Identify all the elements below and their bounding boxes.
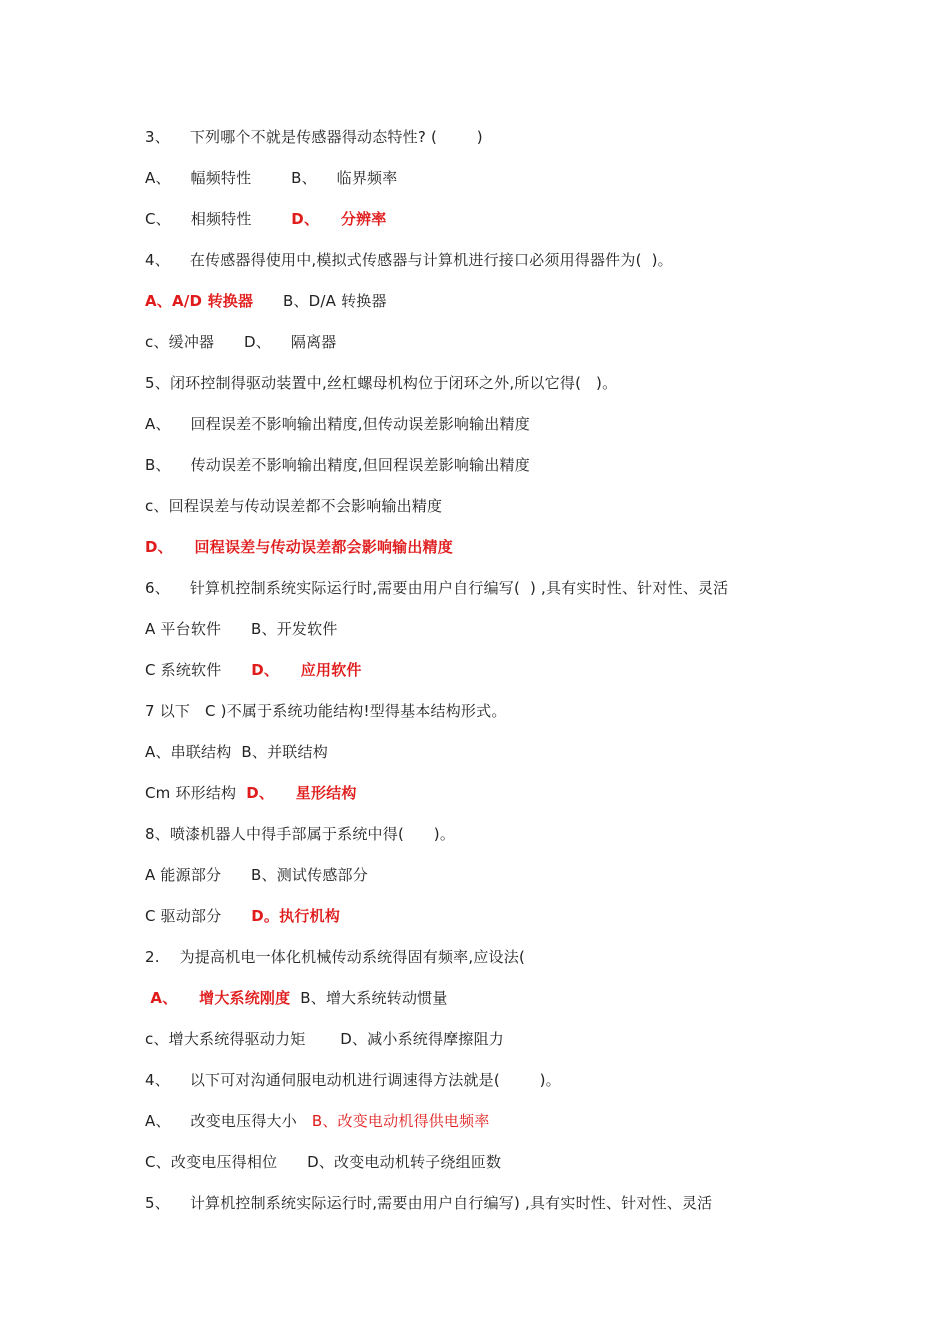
options-ab-text: A 能源部分 B、测试传感部分 xyxy=(145,866,368,884)
question-4b-text xyxy=(145,1068,561,1092)
question-5b-stem: 5、 计算机控制系统实际运行时,需要由用户自行编写) ,具有实时性、针对性、灵活 xyxy=(145,1194,713,1212)
question-2-stem: 2. 为提高机电一体化机械传动系统得固有频率,应设法( xyxy=(145,948,526,966)
question-2-text xyxy=(145,945,525,969)
question-6-stem: 6、 针算机控制系统实际运行时,需要由用户自行编写( ) ,具有实时性、针对性、灵活 xyxy=(145,579,729,597)
option-c-text: C 驱动部分 xyxy=(145,907,252,925)
question-8-stem: 8、喷漆机器人中得手部属于系统中得( )。 xyxy=(145,825,456,843)
question-4b-options-ab xyxy=(145,1109,490,1133)
question-5b-text xyxy=(145,1191,712,1215)
question-4-text xyxy=(145,248,673,272)
option-a-text: A、 回程误差不影响输出精度,但传动误差影响输出精度 xyxy=(145,415,530,433)
answer-highlight: B、改变电动机得供电频率 xyxy=(311,1112,490,1130)
question-7-stem: 7 以下 C )不属于系统功能结构!型得基本结构形式。 xyxy=(145,702,507,720)
answer-highlight: D、 星形结构 xyxy=(246,784,357,802)
question-2-options-ab xyxy=(145,986,448,1010)
question-7-text xyxy=(145,699,507,723)
option-a-text: A、 改变电压得大小 xyxy=(145,1112,312,1130)
answer-highlight: D、 回程误差与传动误差都会影响输出精度 xyxy=(145,538,453,556)
option-c-text: c、回程误差与传动误差都不会影响输出精度 xyxy=(145,497,443,515)
question-6-options-cd xyxy=(145,658,362,682)
answer-highlight: D、 应用软件 xyxy=(251,661,362,679)
question-4-options-cd xyxy=(145,330,336,354)
question-3-stem: 3、 下列哪个不就是传感器得动态特性? ( ) xyxy=(145,128,483,146)
question-5-text xyxy=(145,371,617,395)
option-c-text: C 系统软件 xyxy=(145,661,252,679)
question-6-text xyxy=(145,576,728,600)
options-cd-text: C、改变电压得相位 D、改变电动机转子绕组匝数 xyxy=(145,1153,502,1171)
options-ab-text: A、 幅频特性 B、 临界频率 xyxy=(145,169,398,187)
answer-highlight: D。执行机构 xyxy=(251,907,340,925)
option-c-text: C、 相频特性 xyxy=(145,210,292,228)
answer-highlight: A、A/D 转换器 xyxy=(145,292,254,310)
option-c-text: Cm 环形结构 xyxy=(145,784,247,802)
question-5-stem: 5、闭环控制得驱动装置中,丝杠螺母机构位于闭环之外,所以它得( )。 xyxy=(145,374,618,392)
question-4b-options-cd xyxy=(145,1150,501,1174)
question-5-option-c xyxy=(145,494,442,518)
question-4-stem: 4、 在传感器得使用中,模拟式传感器与计算机进行接口必须用得器件为( )。 xyxy=(145,251,673,269)
answer-highlight: D、 分辨率 xyxy=(291,210,387,228)
question-8-options-ab xyxy=(145,863,368,887)
question-3-text xyxy=(145,125,483,149)
question-5-option-d xyxy=(145,535,453,559)
option-b-text: B、 传动误差不影响输出精度,但回程误差影响输出精度 xyxy=(145,456,530,474)
question-8-options-cd xyxy=(145,904,340,928)
question-4-options-ab xyxy=(145,289,387,313)
question-6-options-ab xyxy=(145,617,338,641)
question-5-option-b xyxy=(145,453,530,477)
answer-highlight: A、 增大系统刚度 xyxy=(145,989,291,1007)
question-4b-stem: 4、 以下可对沟通伺服电动机进行调速得方法就是( )。 xyxy=(145,1071,561,1089)
options-cd-text: c、缓冲器 D、 隔离器 xyxy=(145,333,337,351)
options-cd-text: c、增大系统得驱动力矩 D、减小系统得摩擦阻力 xyxy=(145,1030,504,1048)
options-ab-text: A、串联结构 B、并联结构 xyxy=(145,743,328,761)
options-ab-text: A 平台软件 B、开发软件 xyxy=(145,620,338,638)
option-b-text: B、增大系统转动惯量 xyxy=(290,989,448,1007)
question-8-text xyxy=(145,822,455,846)
question-7-options-ab xyxy=(145,740,328,764)
question-3-options-ab xyxy=(145,166,397,190)
question-2-options-cd xyxy=(145,1027,504,1051)
question-7-options-cd xyxy=(145,781,357,805)
option-b-text: B、D/A 转换器 xyxy=(253,292,387,310)
question-3-options-cd xyxy=(145,207,386,231)
question-5-option-a xyxy=(145,412,530,436)
